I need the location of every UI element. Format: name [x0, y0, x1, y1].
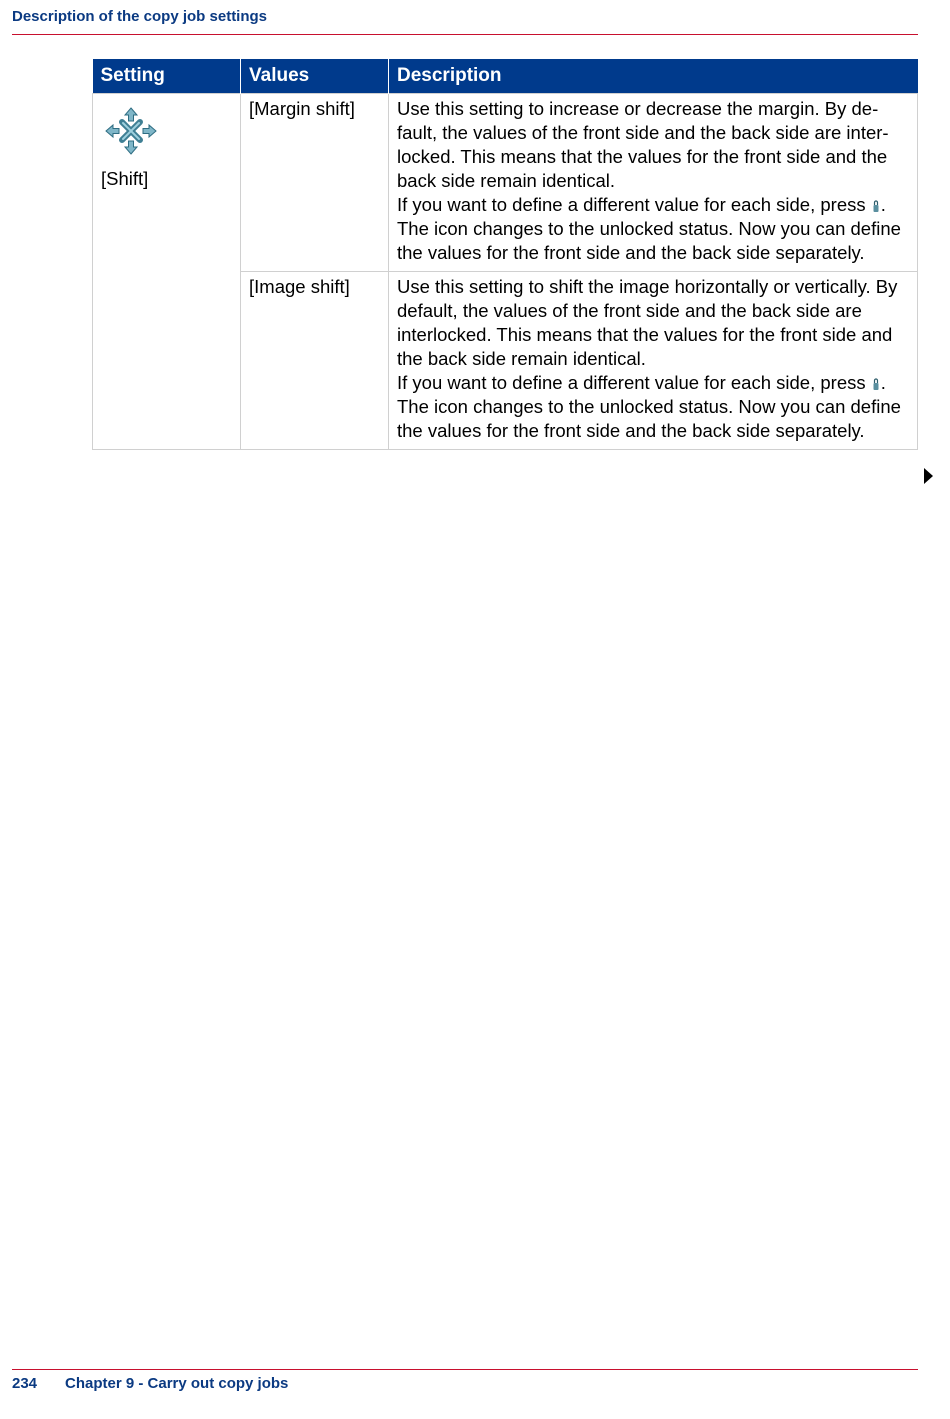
chapter-title: Chapter 9 - Carry out copy jobs — [65, 1375, 289, 1392]
page-number: 234 — [12, 1375, 38, 1392]
running-header: Description of the copy job settings — [12, 8, 268, 25]
description-text: If you want to define a different value for each side, press — [397, 194, 866, 215]
value-cell: [Image shift] — [241, 272, 389, 450]
page-footer — [12, 1375, 288, 1392]
lock-icon — [872, 377, 880, 391]
lock-icon — [872, 199, 880, 213]
footer-rule — [12, 1369, 918, 1370]
value-cell: [Margin shift] — [241, 94, 389, 272]
description-text: The icon changes to the unlocked status. Now you can define the values for the front side and the back side separately. — [397, 218, 901, 263]
continued-arrow-icon — [924, 468, 933, 484]
setting-cell — [93, 94, 241, 450]
description-text: The icon changes to the unlocked status. Now you can define the values for the front side and the back side separately. — [397, 396, 901, 441]
settings-table — [92, 59, 918, 450]
description-text: Use this setting to shift the image horizontally or vertically. By default, the values of the front side and the back side are interlocked. This means that the values for the front side and the back side remain identical. — [397, 276, 898, 369]
description-text: . — [880, 372, 886, 393]
description-text: Use this setting to increase or decrease the margin. By default, the values of the front side and the back side are interlocked. This means that the values for the front side and the back side remain identical. — [397, 98, 889, 191]
description-text: If you want to define a different value for each side, press — [397, 372, 866, 393]
column-header-values: Values — [241, 59, 389, 94]
description-cell — [389, 272, 918, 450]
column-header-setting: Setting — [93, 59, 241, 94]
description-cell — [389, 94, 918, 272]
header-rule — [12, 34, 918, 35]
setting-label: [Shift] — [101, 168, 149, 189]
column-header-description: Description — [389, 59, 918, 94]
table-row — [93, 94, 918, 272]
description-text: . — [880, 194, 886, 215]
shift-arrows-icon — [105, 107, 157, 155]
table-header-row — [93, 59, 918, 94]
